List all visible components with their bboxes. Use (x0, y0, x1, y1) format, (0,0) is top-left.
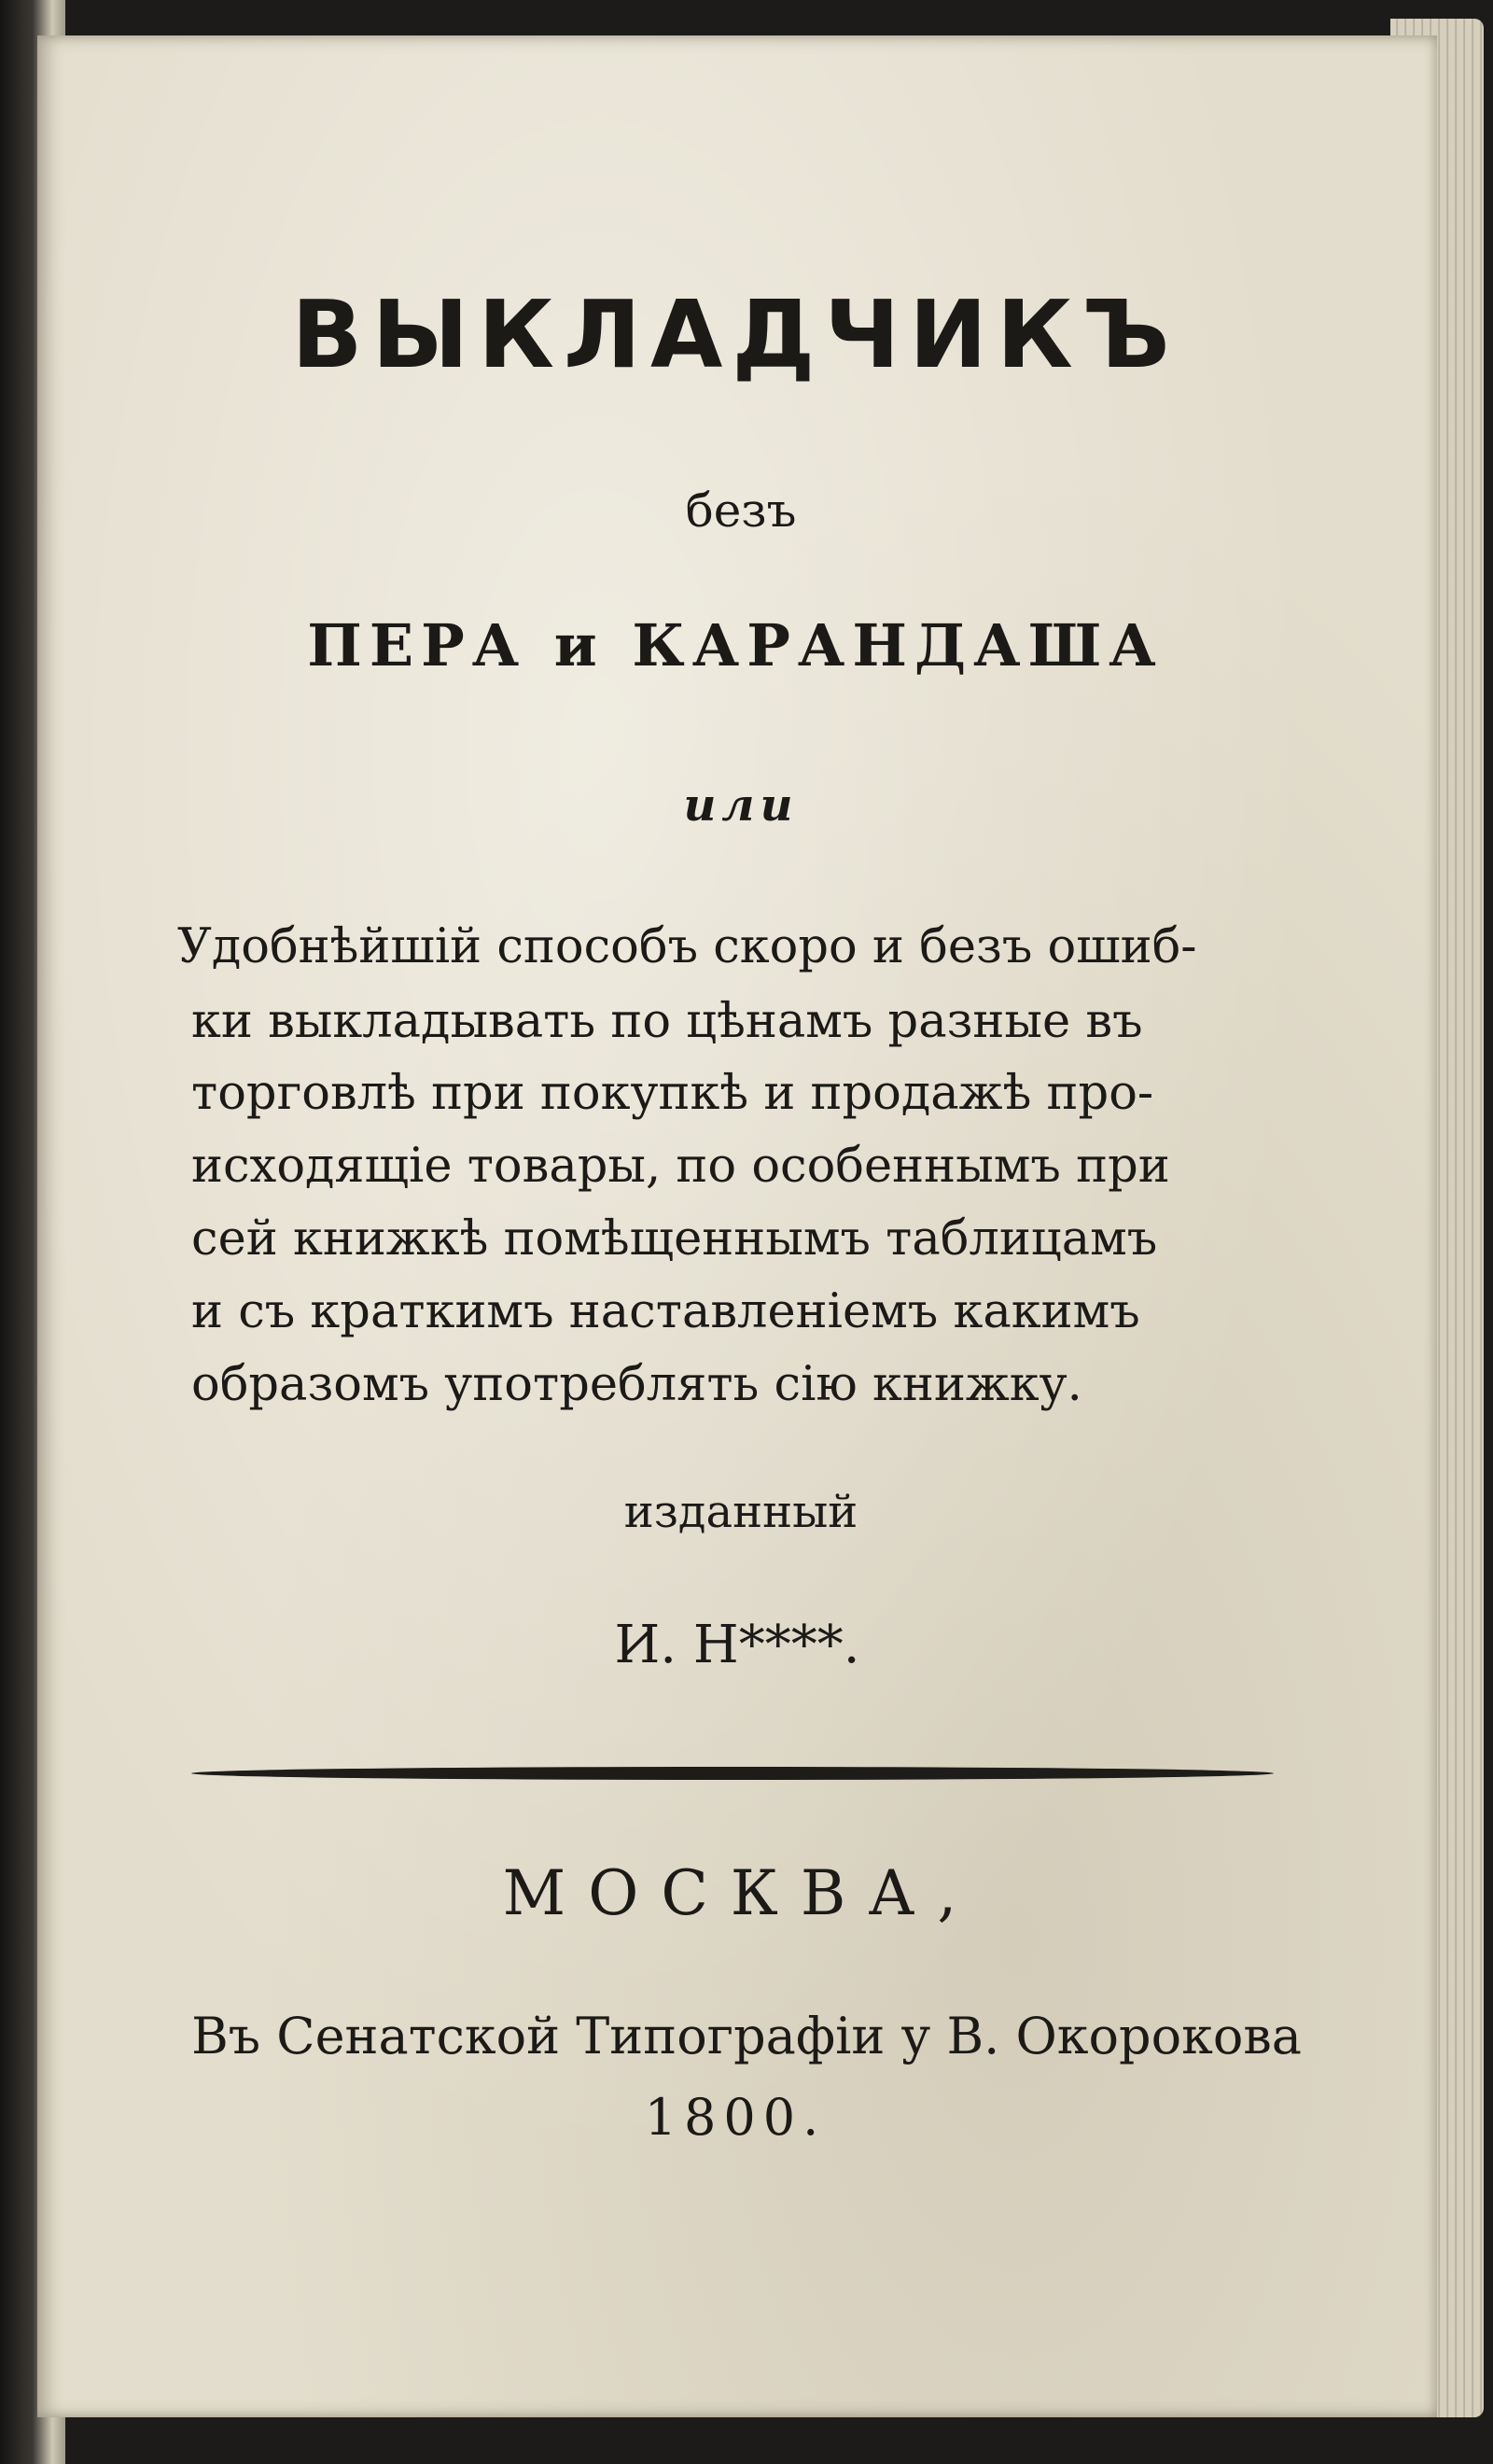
description-line: сей книжкѣ помѣщеннымъ таблицамъ (191, 1211, 1158, 1267)
description-line: Удобнѣйшій способъ скоро и безъ ошиб- (177, 919, 1197, 974)
description-line: образомъ употреблять сію книжку. (191, 1357, 1082, 1412)
city-imprint: МОСКВА, (502, 1857, 980, 1929)
publication-year: 1800. (644, 2088, 827, 2147)
published-by-label: изданный (623, 1486, 858, 1538)
author-initials: И. Н****. (614, 1615, 860, 1675)
description-line: и съ краткимъ наставленіемъ какимъ (191, 1284, 1140, 1339)
book-title: ВЫКЛАДЧИКЪ (291, 280, 1179, 389)
description-line: торговлѣ при покупкѣ и продажѣ про- (191, 1066, 1154, 1121)
conjunction-ili: или (683, 779, 799, 832)
printer-imprint: Въ Сенатской Типографіи у В. Окорокова (191, 2007, 1302, 2065)
description-line: ки выкладывать по цѣнамъ разные въ (191, 994, 1143, 1049)
preposition-bez: безъ (685, 483, 797, 538)
decorative-rule (191, 1767, 1274, 1780)
description-line: исходящіе товары, по особеннымъ при (191, 1139, 1170, 1194)
book-subtitle: ПЕРА и КАРАНДАША (307, 611, 1164, 679)
